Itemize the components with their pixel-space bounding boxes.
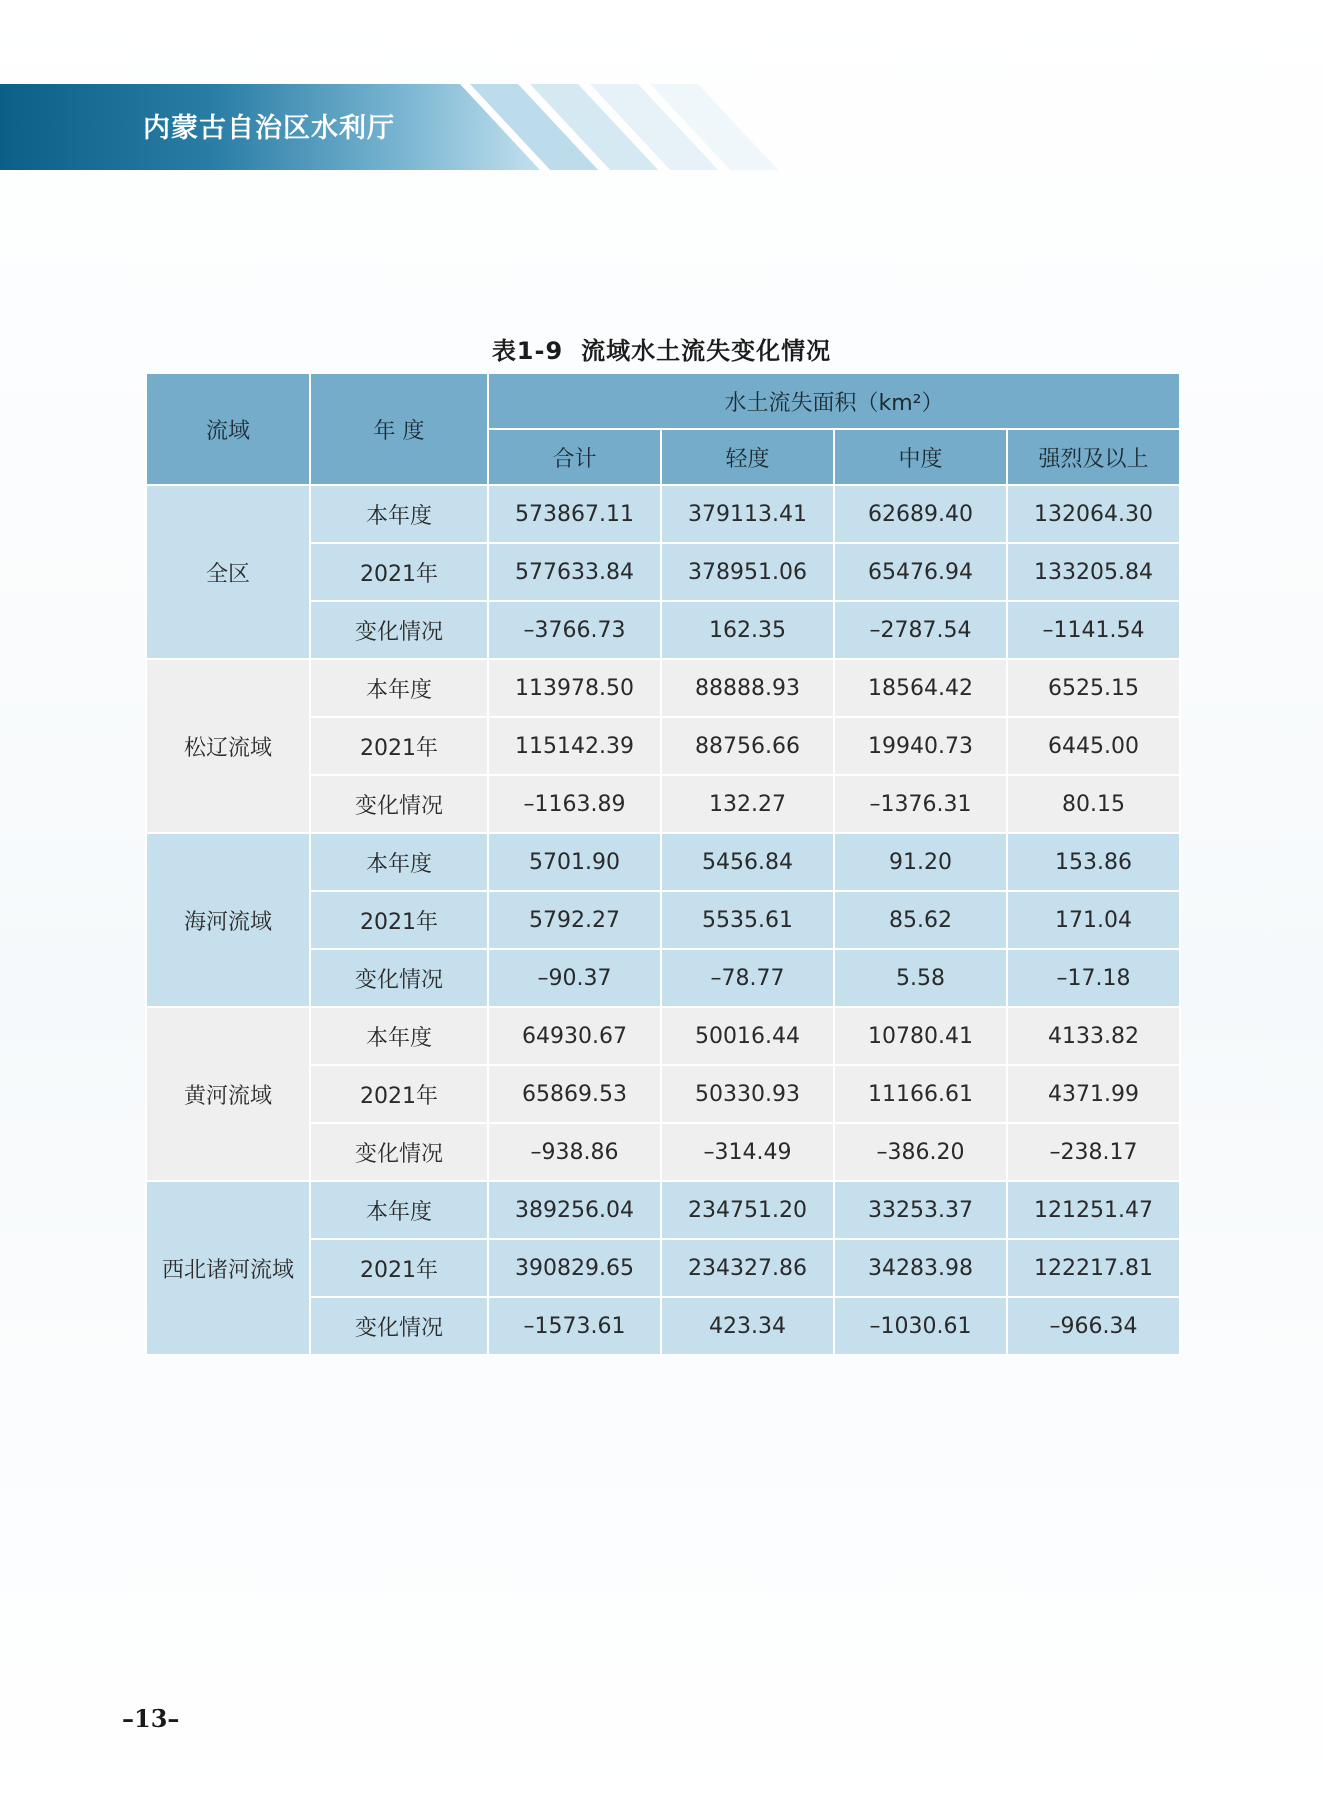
value-cell: 133205.84	[1007, 543, 1180, 601]
value-cell: 171.04	[1007, 891, 1180, 949]
value-cell: 5701.90	[488, 833, 661, 891]
value-cell: 234327.86	[661, 1239, 834, 1297]
period-cell: 本年度	[310, 833, 488, 891]
value-cell: –1376.31	[834, 775, 1007, 833]
value-cell: 234751.20	[661, 1181, 834, 1239]
value-cell: 65869.53	[488, 1065, 661, 1123]
header-light: 轻度	[661, 429, 834, 485]
period-cell: 本年度	[310, 659, 488, 717]
value-cell: 4371.99	[1007, 1065, 1180, 1123]
table-number: 表1-9	[491, 337, 564, 365]
value-cell: 577633.84	[488, 543, 661, 601]
value-cell: –3766.73	[488, 601, 661, 659]
value-cell: 65476.94	[834, 543, 1007, 601]
value-cell: 50330.93	[661, 1065, 834, 1123]
value-cell: 19940.73	[834, 717, 1007, 775]
soil-erosion-table	[145, 372, 1181, 1356]
value-cell: 162.35	[661, 601, 834, 659]
value-cell: 88888.93	[661, 659, 834, 717]
table-caption	[0, 331, 1323, 366]
value-cell: 132064.30	[1007, 485, 1180, 543]
value-cell: –90.37	[488, 949, 661, 1007]
page-number: –13–	[122, 1704, 180, 1733]
period-cell: 变化情况	[310, 1123, 488, 1181]
value-cell: 85.62	[834, 891, 1007, 949]
table-header-row	[146, 373, 1180, 429]
value-cell: 5456.84	[661, 833, 834, 891]
value-cell: 113978.50	[488, 659, 661, 717]
value-cell: –78.77	[661, 949, 834, 1007]
value-cell: –1573.61	[488, 1297, 661, 1355]
period-cell: 2021年	[310, 1239, 488, 1297]
value-cell: 11166.61	[834, 1065, 1007, 1123]
table-body	[146, 485, 1180, 1355]
value-cell: –314.49	[661, 1123, 834, 1181]
value-cell: –238.17	[1007, 1123, 1180, 1181]
value-cell: 153.86	[1007, 833, 1180, 891]
value-cell: 80.15	[1007, 775, 1180, 833]
value-cell: 10780.41	[834, 1007, 1007, 1065]
header-basin: 流域	[146, 373, 310, 485]
basin-cell: 全区	[146, 485, 310, 659]
period-cell: 2021年	[310, 891, 488, 949]
value-cell: –966.34	[1007, 1297, 1180, 1355]
header-year: 年 度	[310, 373, 488, 485]
value-cell: 5792.27	[488, 891, 661, 949]
table-row	[146, 659, 1180, 717]
period-cell: 变化情况	[310, 775, 488, 833]
basin-cell: 海河流域	[146, 833, 310, 1007]
table-row	[146, 485, 1180, 543]
value-cell: –1141.54	[1007, 601, 1180, 659]
period-cell: 本年度	[310, 485, 488, 543]
value-cell: 390829.65	[488, 1239, 661, 1297]
period-cell: 变化情况	[310, 601, 488, 659]
organization-name: 内蒙古自治区水利厅	[143, 113, 395, 144]
value-cell: 121251.47	[1007, 1181, 1180, 1239]
value-cell: 5535.61	[661, 891, 834, 949]
table-row	[146, 1007, 1180, 1065]
value-cell: 573867.11	[488, 485, 661, 543]
value-cell: 33253.37	[834, 1181, 1007, 1239]
value-cell: –1163.89	[488, 775, 661, 833]
value-cell: 64930.67	[488, 1007, 661, 1065]
value-cell: –1030.61	[834, 1297, 1007, 1355]
value-cell: 132.27	[661, 775, 834, 833]
period-cell: 2021年	[310, 1065, 488, 1123]
value-cell: 62689.40	[834, 485, 1007, 543]
value-cell: 4133.82	[1007, 1007, 1180, 1065]
value-cell: 34283.98	[834, 1239, 1007, 1297]
value-cell: –17.18	[1007, 949, 1180, 1007]
value-cell: 6525.15	[1007, 659, 1180, 717]
value-cell: 50016.44	[661, 1007, 834, 1065]
value-cell: 423.34	[661, 1297, 834, 1355]
value-cell: 88756.66	[661, 717, 834, 775]
table-row	[146, 1181, 1180, 1239]
period-cell: 本年度	[310, 1007, 488, 1065]
value-cell: 378951.06	[661, 543, 834, 601]
table-row	[146, 833, 1180, 891]
value-cell: 122217.81	[1007, 1239, 1180, 1297]
table-title: 流域水土流失变化情况	[581, 337, 832, 365]
period-cell: 2021年	[310, 717, 488, 775]
value-cell: 91.20	[834, 833, 1007, 891]
period-cell: 变化情况	[310, 1297, 488, 1355]
period-cell: 本年度	[310, 1181, 488, 1239]
basin-cell: 黄河流域	[146, 1007, 310, 1181]
value-cell: 5.58	[834, 949, 1007, 1007]
basin-cell: 西北诸河流域	[146, 1181, 310, 1355]
header-erosion-area: 水土流失面积（km²）	[488, 373, 1180, 429]
value-cell: 6445.00	[1007, 717, 1180, 775]
basin-cell: 松辽流域	[146, 659, 310, 833]
period-cell: 变化情况	[310, 949, 488, 1007]
value-cell: 379113.41	[661, 485, 834, 543]
header-moderate: 中度	[834, 429, 1007, 485]
period-cell: 2021年	[310, 543, 488, 601]
value-cell: –386.20	[834, 1123, 1007, 1181]
value-cell: 389256.04	[488, 1181, 661, 1239]
value-cell: 115142.39	[488, 717, 661, 775]
value-cell: –938.86	[488, 1123, 661, 1181]
header-severe: 强烈及以上	[1007, 429, 1180, 485]
header-total: 合计	[488, 429, 661, 485]
value-cell: –2787.54	[834, 601, 1007, 659]
value-cell: 18564.42	[834, 659, 1007, 717]
header-banner	[0, 84, 800, 170]
